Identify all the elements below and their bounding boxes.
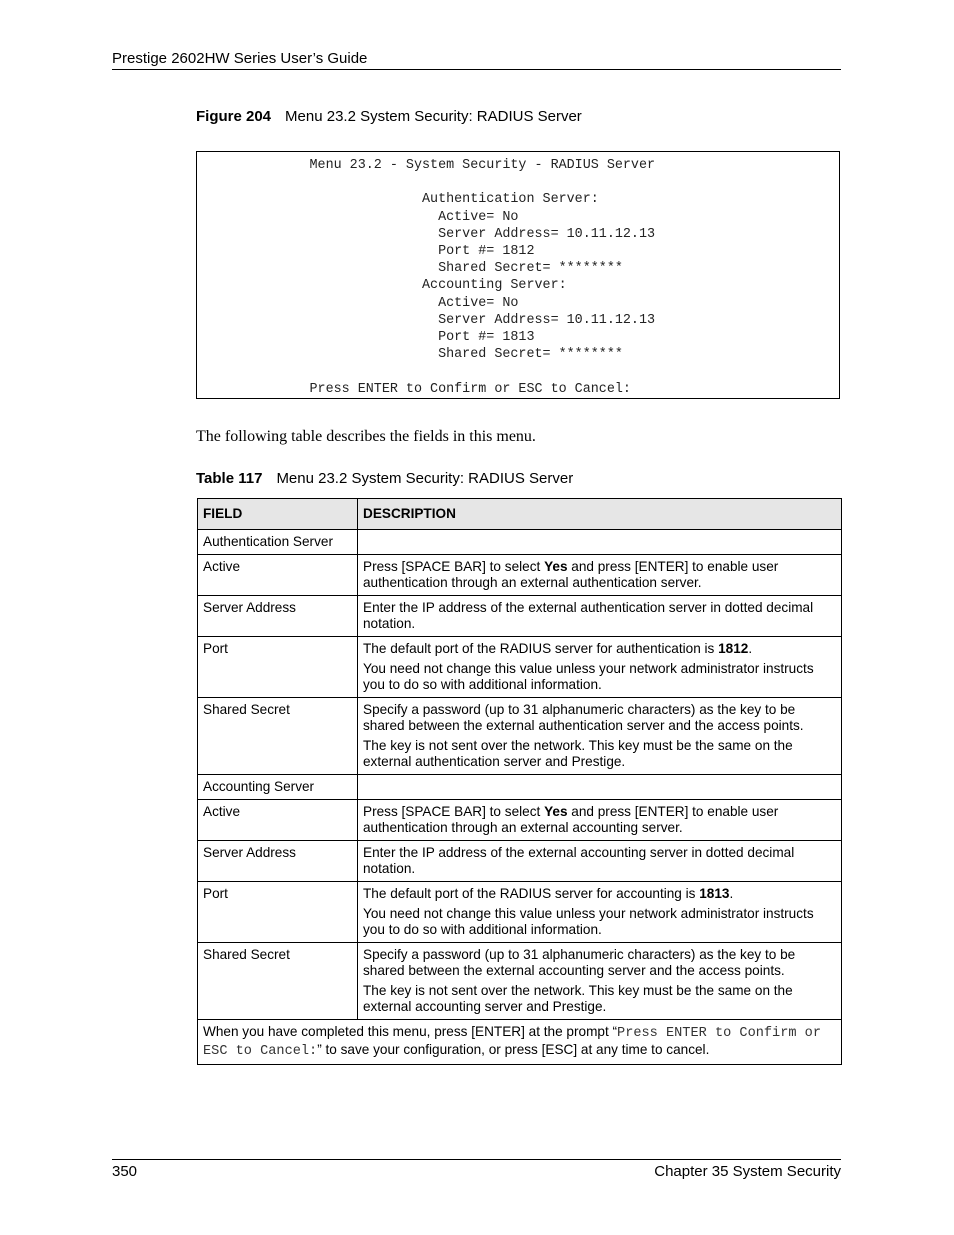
table-row [198, 882, 842, 943]
description-cell: Enter the IP address of the external accounting server in dotted decimal notation. [358, 841, 842, 882]
description-cell: Enter the IP address of the external authentication server in dotted decimal notation. [358, 596, 842, 637]
field-cell: Port [198, 882, 358, 943]
figure-label: Figure 204 [196, 108, 272, 125]
table-row [198, 943, 842, 1020]
page-header: Prestige 2602HW Series User’s Guide [112, 50, 841, 70]
figure-title: Menu 23.2 System Security: RADIUS Server [285, 108, 582, 125]
field-cell: Accounting Server [198, 775, 358, 800]
table-row [198, 596, 842, 637]
table-row [198, 841, 842, 882]
final-note-cell: When you have completed this menu, press [ENTER] at the prompt “Press ENTER to Confirm or ESC to Cancel:” to save your configuration, or press [ESC] at any time to cancel. [198, 1020, 842, 1065]
table-row [198, 637, 842, 698]
table-caption [196, 470, 573, 487]
table-row [198, 775, 842, 800]
table-row [198, 698, 842, 775]
page-footer [112, 1159, 841, 1180]
description-cell: Press [SPACE BAR] to select Yes and press [ENTER] to enable user authentication through an external accounting server. [358, 800, 842, 841]
field-cell: Server Address [198, 841, 358, 882]
description-cell: The default port of the RADIUS server for authentication is 1812. You need not change this value unless your network administrator instructs you to do so with additional information. [358, 637, 842, 698]
page-number: 350 [112, 1163, 138, 1180]
prompt-text: Press ENTER to Confirm or ESC to Cancel: [203, 1026, 821, 1059]
table-label: Table 117 [196, 470, 263, 487]
description-cell: Press [SPACE BAR] to select Yes and press [ENTER] to enable user authentication through an external authentication server. [358, 555, 842, 596]
terminal-screen [196, 151, 840, 399]
field-cell: Server Address [198, 596, 358, 637]
table-header-row [198, 499, 842, 530]
field-cell: Active [198, 555, 358, 596]
table-row [198, 555, 842, 596]
fields-table [197, 498, 842, 1065]
description-cell [358, 530, 842, 555]
col-field-header: FIELD [198, 499, 358, 530]
terminal-text: Menu 23.2 - System Security - RADIUS Server Authentication Server: Active= No Server Address= 10.11.12.13 Port #= 1812 Shared Secret= ******** Accounting Server: Active= No Server Address= 10.11.12.13 Port #= 1813 Shared Secret= ******** Press ENTER to Confirm or ESC to Cancel: [197, 158, 656, 397]
table-title: Menu 23.2 System Security: RADIUS Server [276, 470, 574, 487]
field-cell: Active [198, 800, 358, 841]
field-cell: Authentication Server [198, 530, 358, 555]
table-row [198, 530, 842, 555]
col-description-header: DESCRIPTION [358, 499, 842, 530]
table-row [198, 800, 842, 841]
chapter-title: Chapter 35 System Security [654, 1163, 841, 1180]
description-cell: Specify a password (up to 31 alphanumeric characters) as the key to be shared between the external accounting server and the access points. The key is not sent over the network. This key must be the same on the external accounting server and Prestige. [358, 943, 842, 1020]
description-cell: The default port of the RADIUS server for accounting is 1813. You need not change this value unless your network administrator instructs you to do so with additional information. [358, 882, 842, 943]
intro-text: The following table describes the fields in this menu. [196, 428, 536, 445]
table-final-row [198, 1020, 842, 1065]
description-cell: Specify a password (up to 31 alphanumeric characters) as the key to be shared between the external authentication server and the access points. The key is not sent over the network. This key must be the same on the external authentication server and Prestige. [358, 698, 842, 775]
field-cell: Port [198, 637, 358, 698]
figure-caption [196, 108, 582, 125]
field-cell: Shared Secret [198, 943, 358, 1020]
description-cell [358, 775, 842, 800]
field-cell: Shared Secret [198, 698, 358, 775]
